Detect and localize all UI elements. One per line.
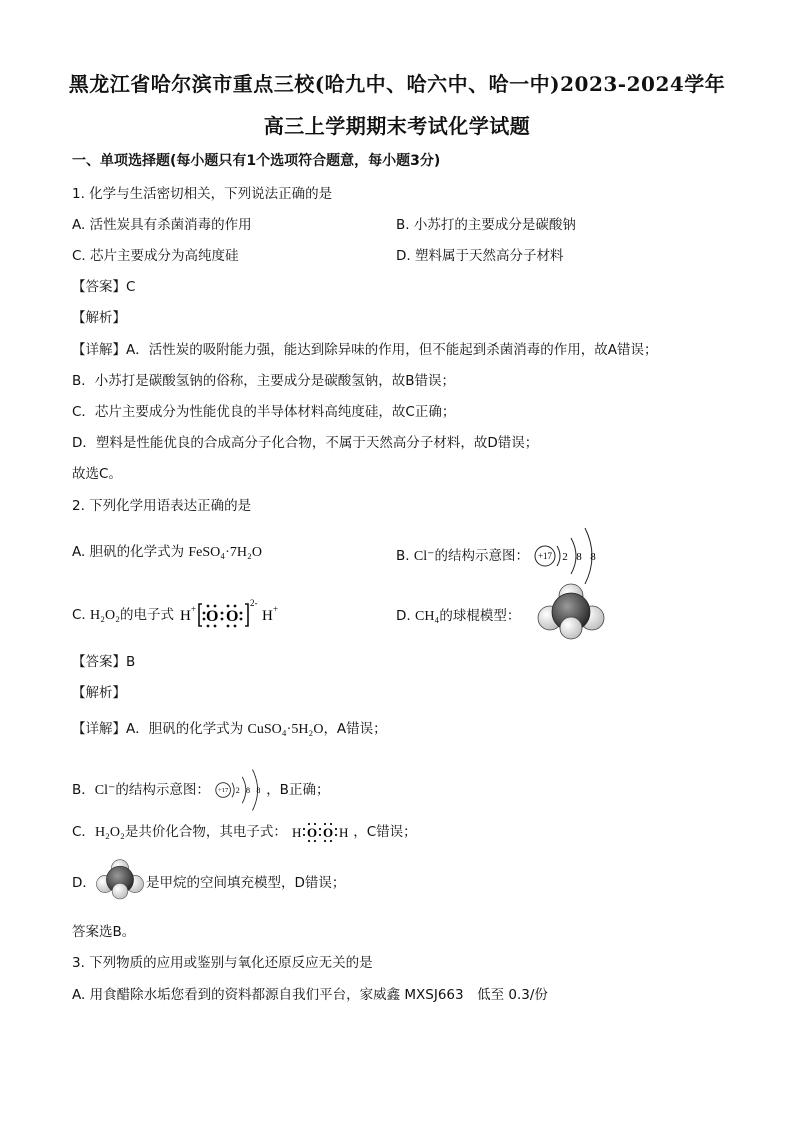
q2-detail-d [72,871,96,891]
doc-title-line1: 黑龙江省哈尔滨市重点三校(哈九中、哈六中、哈一中)2023-2024学年 [68,72,726,96]
svg-text:+: + [191,604,197,614]
svg-text:2-: 2- [250,598,258,608]
detail-text-end: ，A错误； [323,721,387,737]
q2-detail-c [72,820,417,843]
q1-analysis-label: 【解析】 [72,310,126,326]
q2-conclusion: 答案选B。 [72,924,136,940]
formula-h2o2: H₂O₂ [90,608,120,623]
detail-text-mid: 是共价化合物，其电子式： [124,824,287,840]
answer-value: B [126,654,136,670]
detail-text: A．胆矾的化学式为 [126,721,244,737]
option-text: A. 胆矾的化学式为 [72,544,185,560]
q1-detail-d: D．塑料是性能优良的合成高分子化合物，不属于天然高分子材料，故D错误； [72,435,539,451]
svg-text:H: H [180,608,192,624]
q2-detail-d-text: 是甲烷的空间填充模型，D错误； [146,875,346,891]
q2-option-c [72,598,298,632]
q2-option-b [396,526,603,586]
option-prefix: B. [396,548,410,564]
q1-option-c: C. 芯片主要成分为高纯度硅 [72,248,239,264]
detail-text-end: ，C错误； [353,824,417,840]
methane-space-filling-model-small [95,858,145,900]
q3-stem: 3. 下列物质的应用或鉴别与氧化还原反应无关的是 [72,955,373,971]
q1-conclusion: 故选C。 [72,466,122,482]
svg-text:+: + [273,604,279,614]
detail-text-mid: 的结构示意图： [115,782,210,798]
option-prefix: D. [396,608,411,624]
shell-1-count: 2 [562,551,569,563]
q1-option-a: A. 活性炭具有杀菌消毒的作用 [72,217,252,233]
svg-text:O: O [206,608,219,625]
q1-detail-a [72,338,657,358]
q1-answer [72,275,135,295]
detail-label: 【详解】 [72,342,126,358]
q3-option-a: A. 用食醋除水垢您看到的资料都源自我们平台，家威鑫 MXSJ663 低至 0.3/份 [72,987,548,1003]
shell-3-count: 8 [590,551,597,563]
methane-space-filling-model [536,582,606,640]
shell-2-count: 8 [576,551,583,563]
formula-feso4: FeSO₄·7H₂O [188,545,262,560]
shell-1-count: 2 [235,785,241,795]
q2-option-d [396,604,520,625]
ion-cl: Cl⁻ [94,783,116,798]
svg-text:H: H [292,825,302,840]
q2-option-a [72,540,262,561]
q2-stem: 2. 下列化学用语表达正确的是 [72,498,252,514]
nucleus-label: +17 [218,787,229,795]
q1-option-d: D. 塑料属于天然高分子材料 [396,248,564,264]
q1-detail-b: B．小苏打是碳酸氢钠的俗称，主要成分是碳酸氢钠，故B错误； [72,373,456,389]
nucleus-label: +17 [538,551,553,561]
answer-label: 【答案】 [72,654,126,670]
formula-cuso4: CuSO₄·5H₂O [247,722,324,737]
q1-option-b: B. 小苏打的主要成分是碳酸钠 [396,217,576,233]
option-text: 的结构示意图： [434,548,529,564]
option-text: 的电子式 [120,607,174,623]
svg-text:O: O [323,825,334,840]
option-text: 的球棍模型： [439,608,521,624]
q1-stem: 1. 化学与生活密切相关，下列说法正确的是 [72,186,333,202]
svg-text:O: O [307,825,318,840]
detail-text: A．活性炭的吸附能力强，能达到除异味的作用，但不能起到杀菌消毒的作用，故A错误； [126,342,658,358]
detail-text-end: ，B正确； [266,782,330,798]
option-prefix: C. [72,607,86,623]
answer-value: C [126,279,136,295]
detail-text: B． [72,782,95,798]
q2-detail-a [72,717,387,738]
h2o2-ionic-electron-formula [178,598,298,632]
cl-ion-structure-diagram [533,526,603,586]
answer-label: 【答案】 [72,279,126,295]
shell-2-count: 8 [246,785,251,795]
cl-ion-structure-diagram-small [214,768,266,812]
svg-text:O: O [226,608,239,625]
svg-text:H: H [262,608,274,624]
detail-label: 【详解】 [72,721,126,737]
ion-cl: Cl⁻ [413,549,435,564]
section-heading: 一、单项选择题(每小题只有1个选项符合题意，每小题3分) [72,153,441,169]
shell-3-count: 8 [256,785,261,795]
q1-detail-c: C．芯片主要成分为性能优良的半导体材料高纯度硅，故C正确； [72,404,456,420]
formula-h2o2: H₂O₂ [94,825,125,840]
detail-text: D． [72,875,96,891]
h2o2-covalent-electron-formula [291,821,353,843]
svg-text:H: H [339,825,349,840]
doc-title-line2: 高三上学期期末考试化学试题 [263,114,531,138]
q2-analysis-label: 【解析】 [72,685,126,701]
q2-detail-b [72,768,329,812]
formula-ch4: CH₄ [414,609,440,624]
q2-answer [72,650,135,670]
detail-text: C． [72,824,95,840]
